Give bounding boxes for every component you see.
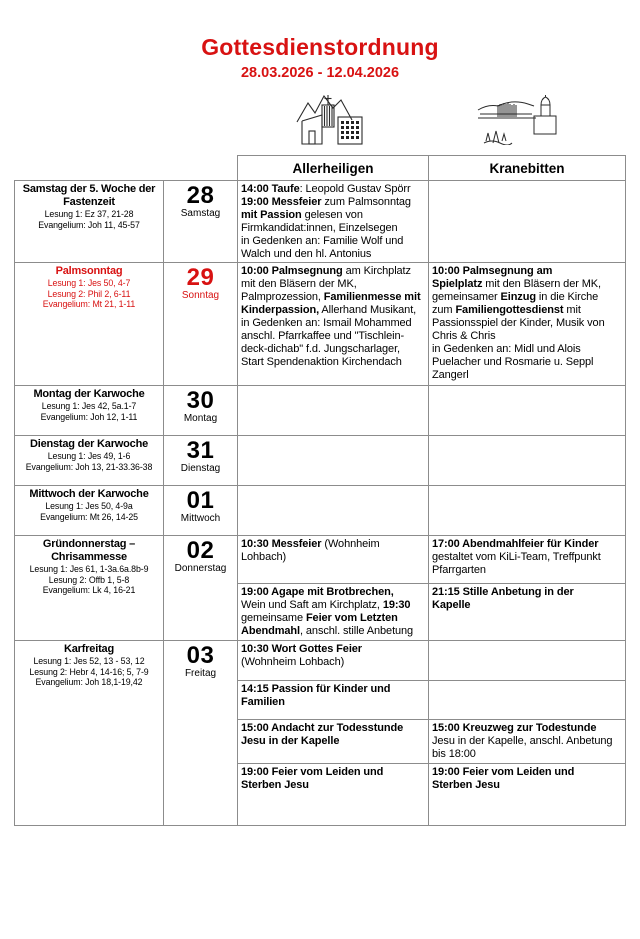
text-segment: Puelacher und Rosmarie u. Seppl	[432, 355, 594, 368]
day-weekday: Montag	[183, 413, 218, 425]
event-line	[432, 735, 622, 748]
event-line	[432, 766, 622, 779]
event-line	[241, 625, 425, 638]
allerheiligen-cell	[238, 436, 429, 486]
event-line	[241, 779, 425, 792]
day-title: Dienstag der Karwoche	[29, 438, 149, 451]
text-segment: Familienmesse mit	[323, 291, 421, 304]
text-segment: Kapelle	[432, 599, 471, 612]
day-number-cell	[164, 641, 238, 826]
text-segment: Chris & Chris	[432, 329, 496, 342]
text-segment: in Gedenken an: Ismail Mohammed	[241, 317, 412, 330]
kranebitten-cell	[429, 641, 626, 681]
day-title: Mittwoch der Karwoche	[29, 488, 149, 501]
allerheiligen-cell	[238, 386, 429, 436]
day-number-cell	[164, 486, 238, 536]
table-row	[15, 181, 626, 263]
day-info-cell	[15, 486, 164, 536]
text-segment: deck-dichab" f.d. Jungscharlager,	[241, 342, 400, 355]
event-line	[241, 304, 425, 317]
event-line	[241, 356, 425, 369]
event-line	[241, 330, 425, 343]
day-number: 01	[186, 487, 215, 515]
schedule-body	[15, 156, 626, 826]
event-line	[432, 317, 622, 330]
text-segment: mit den Bläsern der MK,	[241, 278, 357, 291]
text-segment: Lohbach)	[241, 551, 287, 564]
text-segment: Walch und den hl. Antonius	[241, 247, 372, 260]
text-segment: 19:00 Messfeier	[241, 195, 322, 208]
event-line	[432, 779, 622, 792]
table-row	[15, 386, 626, 436]
day-number-cell	[164, 181, 238, 263]
text-segment: Kinderpassion,	[241, 304, 320, 317]
text-segment: gemeinsame	[241, 612, 306, 625]
event-line	[241, 291, 425, 304]
day-weekday: Samstag	[180, 208, 221, 219]
text-segment: Familien	[241, 695, 285, 708]
event-line	[432, 291, 622, 304]
table-header-row	[15, 156, 626, 181]
text-segment: Feier vom Letzten	[305, 612, 398, 625]
kranebitten-cell	[429, 763, 626, 825]
text-segment: (Wohnheim	[321, 538, 380, 551]
day-number-cell	[164, 263, 238, 386]
event-line	[432, 586, 622, 599]
text-segment: anschl. Pfarrkaffee und "Tischlein-	[241, 329, 405, 342]
day-info-cell	[15, 386, 164, 436]
reading-line: Evangelium: Joh 13, 21-33.36-38	[25, 461, 153, 472]
reading-line: Lesung 1: Jes 50, 4-7	[47, 278, 131, 289]
text-segment: gelesen von	[301, 208, 363, 221]
document-page	[0, 34, 640, 939]
text-segment: gemeinsamer	[432, 291, 501, 304]
event-line	[432, 330, 622, 343]
allerheiligen-cell	[238, 181, 429, 263]
day-number: 29	[186, 264, 215, 292]
day-number: 30	[186, 387, 215, 415]
text-segment: am Kirchplatz	[342, 265, 411, 278]
text-segment: mit Passion	[241, 208, 302, 221]
reading-line: Lesung 2: Hebr 4, 14-16; 5, 7-9	[29, 666, 149, 677]
day-weekday: Mittwoch	[180, 513, 221, 525]
event-line	[432, 538, 622, 551]
text-segment: : Leopold Gustav Spörr	[299, 183, 411, 195]
day-number: 02	[186, 537, 215, 565]
reading-line: Evangelium: Mt 26, 14-25	[40, 511, 138, 522]
text-segment: Start Spendenaktion Kirchendach	[241, 355, 402, 368]
text-segment: 19:00 Agape mit Brotbrechen,	[241, 586, 394, 599]
text-segment: zum	[432, 304, 456, 317]
text-segment: 19:00 Feier vom Leiden und	[432, 765, 575, 778]
day-title: Karfreitag	[64, 643, 114, 656]
day-info-cell	[15, 181, 164, 263]
allerheiligen-cell	[238, 681, 429, 720]
event-line	[241, 248, 425, 261]
day-weekday: Dienstag	[180, 463, 221, 475]
text-segment: Jesu in der Kapelle	[241, 734, 340, 747]
event-line	[241, 683, 425, 696]
allerheiligen-cell	[238, 486, 429, 536]
text-segment: 10:00 Palmsegnung am	[432, 265, 553, 278]
text-segment: Sterben Jesu	[432, 778, 500, 791]
text-segment: Pfarrgarten	[432, 564, 486, 577]
reading-line: Lesung 2: Offb 1, 5-8	[48, 574, 130, 585]
text-segment: in Gedenken an: Familie Wolf und	[241, 234, 404, 247]
reading-line: Evangelium: Lk 4, 16-21	[42, 585, 136, 596]
kranebitten-cell	[429, 681, 626, 720]
event-line	[241, 538, 425, 551]
table-row	[15, 641, 626, 681]
date-range: 28.03.2026 - 12.04.2026	[240, 65, 400, 81]
event-line	[432, 356, 622, 369]
day-info-cell	[15, 263, 164, 386]
day-number: 31	[186, 437, 215, 465]
reading-line: Evangelium: Joh 18,1-19,42	[35, 677, 143, 688]
allerheiligen-cell	[238, 263, 429, 386]
text-segment: 14:15 Passion für Kinder und	[241, 683, 391, 696]
event-line	[432, 278, 622, 291]
text-segment: in die Kirche	[535, 291, 599, 304]
page-title: Gottesdienstordnung	[201, 34, 439, 60]
event-line	[241, 766, 425, 779]
event-line	[241, 222, 425, 235]
allerheiligen-cell	[238, 584, 429, 641]
event-line	[432, 369, 622, 382]
text-segment: , anschl. stille Anbetung	[300, 625, 414, 638]
day-title: Gründonnerstag –	[42, 538, 136, 551]
event-line	[432, 265, 622, 278]
text-segment: 15:00 Andacht zur Todesstunde	[241, 722, 404, 735]
schedule-table	[14, 155, 626, 826]
text-segment: Familiengottesdienst	[455, 304, 564, 317]
day-number: 03	[186, 642, 215, 670]
text-segment: Einzug	[500, 291, 536, 304]
event-line	[432, 599, 622, 612]
kranebitten-cell	[429, 386, 626, 436]
event-line	[241, 183, 425, 196]
event-line	[241, 278, 425, 291]
day-info-cell	[15, 641, 164, 826]
day-title: Montag der Karwoche	[33, 388, 145, 401]
text-segment: Palmprozession,	[241, 291, 324, 304]
text-segment: Zangerl	[432, 368, 469, 381]
kranebitten-cell	[429, 486, 626, 536]
allerheiligen-church-sketch	[296, 91, 366, 147]
event-line	[241, 343, 425, 356]
event-line	[241, 696, 425, 709]
day-title: Chrisammesse	[51, 551, 127, 564]
text-segment: in Gedenken an: Midl und Alois	[432, 342, 581, 355]
reading-line: Lesung 1: Jes 52, 13 - 53, 12	[33, 656, 145, 667]
table-row	[15, 536, 626, 584]
table-row	[15, 263, 626, 386]
event-line	[241, 722, 425, 735]
reading-line: Lesung 1: Jes 42, 5a.1-7	[41, 401, 137, 412]
reading-line: Lesung 1: Jes 50, 4-9a	[45, 501, 133, 512]
event-line	[241, 265, 425, 278]
day-info-cell	[15, 436, 164, 486]
text-segment: mit den Bläsern der MK,	[482, 278, 601, 291]
text-segment: mit	[563, 304, 581, 317]
day-number: 28	[186, 182, 215, 209]
day-weekday: Sonntag	[181, 290, 220, 302]
church-sketches	[0, 91, 640, 149]
event-line	[241, 551, 425, 564]
text-segment: Allerhand Musikant,	[319, 304, 417, 317]
text-segment: Spielplatz	[432, 278, 483, 291]
event-line	[241, 235, 425, 248]
text-segment: 10:00 Palmsegnung	[241, 265, 343, 278]
reading-line: Lesung 1: Jes 61, 1-3a.6a.8b-9	[29, 564, 149, 575]
day-title: Samstag der 5. Woche der	[22, 183, 156, 195]
kranebitten-church-sketch	[474, 95, 562, 145]
table-row	[15, 436, 626, 486]
text-segment: 15:00 Kreuzweg zur Todestunde	[432, 722, 597, 735]
allerheiligen-cell	[238, 641, 429, 681]
event-line	[241, 643, 425, 656]
kranebitten-cell	[429, 436, 626, 486]
text-segment: (Wohnheim Lohbach)	[241, 655, 345, 668]
header-spacer	[15, 156, 238, 181]
text-segment: 19:30	[382, 599, 411, 612]
text-segment: Jesu in der Kapelle, anschl. Anbetung	[432, 734, 613, 747]
text-segment: 10:30 Messfeier	[241, 538, 322, 551]
allerheiligen-cell	[238, 720, 429, 764]
table-row	[15, 486, 626, 536]
reading-line: Lesung 1: Ez 37, 21-28	[44, 209, 134, 219]
text-segment: bis 18:00	[432, 747, 476, 760]
allerheiligen-cell	[238, 763, 429, 825]
event-line	[432, 722, 622, 735]
text-segment: 10:30 Wort Gottes Feier	[241, 643, 362, 656]
event-line	[432, 564, 622, 577]
day-number-cell	[164, 386, 238, 436]
event-line	[241, 599, 425, 612]
kranebitten-cell	[429, 536, 626, 584]
event-line	[241, 735, 425, 748]
reading-line: Evangelium: Mt 21, 1-11	[42, 299, 136, 310]
day-title: Fastenzeit	[63, 196, 115, 208]
text-segment: Passionsspiel der Kinder, Musik von	[432, 317, 605, 330]
day-weekday: Donnerstag	[174, 563, 227, 575]
event-line	[432, 551, 622, 564]
event-line	[241, 209, 425, 222]
allerheiligen-cell	[238, 536, 429, 584]
event-line	[241, 612, 425, 625]
reading-line: Lesung 2: Phil 2, 6-11	[47, 288, 131, 299]
text-segment: 19:00 Feier vom Leiden und	[241, 765, 384, 778]
text-segment: Abendmahl	[241, 625, 300, 638]
event-line	[241, 586, 425, 599]
reading-line: Evangelium: Joh 12, 1-11	[40, 411, 138, 422]
day-number-cell	[164, 536, 238, 641]
event-line	[241, 317, 425, 330]
column-header-allerheiligen: Allerheiligen	[238, 156, 429, 181]
day-info-cell	[15, 536, 164, 641]
text-segment: 17:00 Abendmahlfeier für Kinder	[432, 538, 599, 551]
event-line	[241, 196, 425, 209]
kranebitten-cell	[429, 181, 626, 263]
kranebitten-cell	[429, 263, 626, 386]
column-header-kranebitten: Kranebitten	[429, 156, 626, 181]
event-line	[432, 748, 622, 761]
event-line	[432, 343, 622, 356]
text-segment: Wein und Saft am Kirchplatz,	[241, 599, 383, 612]
event-line	[432, 304, 622, 317]
kranebitten-cell	[429, 720, 626, 764]
reading-line: Lesung 1: Jes 49, 1-6	[47, 451, 131, 462]
kranebitten-cell	[429, 584, 626, 641]
day-number-cell	[164, 436, 238, 486]
event-line	[241, 656, 425, 669]
text-segment: 21:15 Stille Anbetung in der	[432, 586, 574, 599]
text-segment: gestaltet vom KiLi-Team, Treffpunkt	[432, 551, 601, 564]
text-segment: zum Palmsonntag	[321, 195, 411, 208]
text-segment: Firmkandidat:innen, Einzelsegen	[241, 221, 398, 234]
text-segment: Sterben Jesu	[241, 778, 309, 791]
day-weekday: Freitag	[184, 668, 217, 680]
day-title: Palmsonntag	[55, 265, 123, 278]
text-segment: 14:00 Taufe	[241, 183, 300, 195]
reading-line: Evangelium: Joh 11, 45-57	[38, 219, 140, 230]
